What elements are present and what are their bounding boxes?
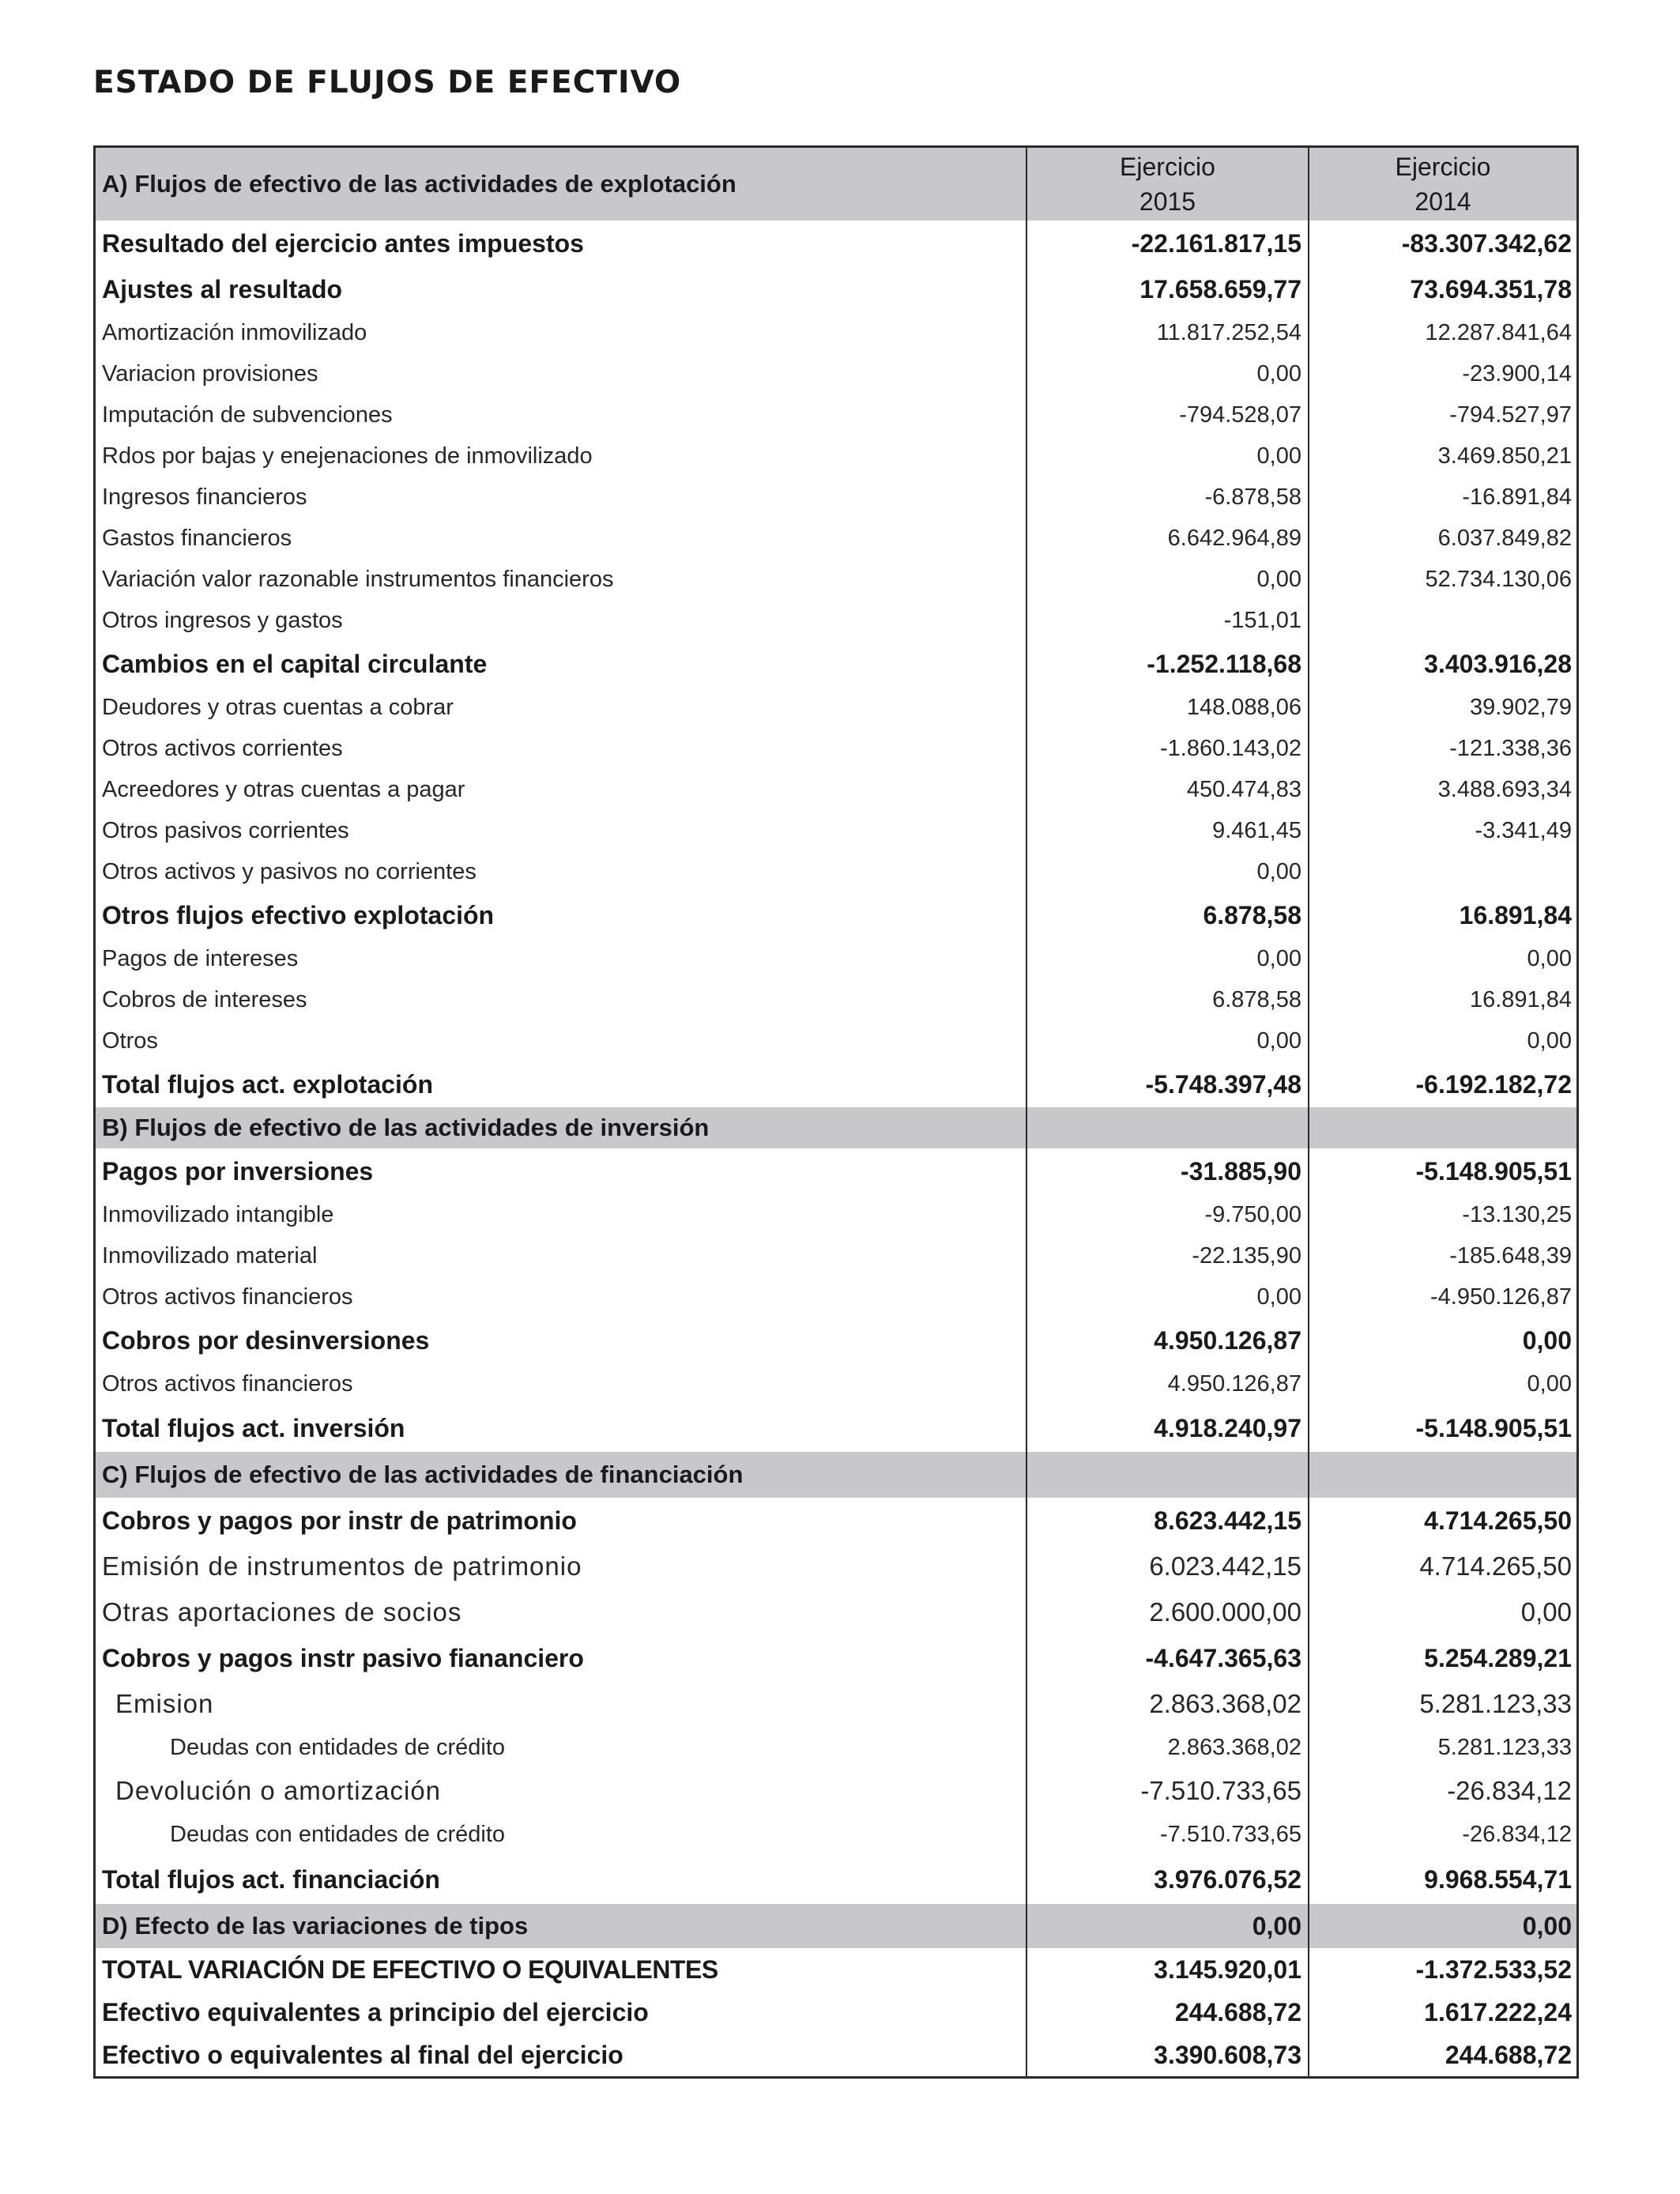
table-row: [96, 938, 1576, 979]
table-row: [96, 1814, 1576, 1855]
table-row: [96, 1727, 1576, 1768]
row-value-2015: -7.510.733,65: [1026, 1814, 1308, 1855]
section-label: B) Flujos de efectivo de las actividades de inversión: [102, 1114, 710, 1141]
table-row: [96, 394, 1576, 435]
table-row: [96, 518, 1576, 559]
row-label: Cambios en el capital circulante: [102, 649, 488, 678]
header-col-2015-line1: Ejercicio: [1120, 153, 1215, 181]
row-value-2014: [1308, 1452, 1576, 1498]
row-label: Emisión de instrumentos de patrimonio: [102, 1551, 582, 1581]
row-value-2015: 0,00: [1026, 938, 1308, 979]
row-value-2015: -9.750,00: [1026, 1194, 1308, 1235]
row-value-2014: 73.694.351,78: [1308, 266, 1576, 312]
section-header-row: [96, 1452, 1576, 1498]
row-label: Rdos por bajas y enejenaciones de inmovilizado: [102, 443, 593, 469]
table-header-row: [96, 148, 1576, 221]
table-row: [96, 810, 1576, 851]
row-label: Otros ingresos y gastos: [102, 607, 343, 633]
row-value-2015: -4.647.365,63: [1026, 1635, 1308, 1681]
row-label: Pagos por inversiones: [102, 1156, 374, 1186]
row-value-2014: 6.037.849,82: [1308, 518, 1576, 559]
row-value-2014: 0,00: [1308, 1904, 1576, 1948]
row-value-2015: -1.252.118,68: [1026, 641, 1308, 687]
table-row: [96, 769, 1576, 810]
header-col-2015: [1026, 148, 1308, 221]
row-label: Acreedores y otras cuentas a pagar: [102, 776, 465, 802]
row-value-2015: 0,00: [1026, 851, 1308, 892]
row-value-2015: 8.623.442,15: [1026, 1498, 1308, 1544]
section-header-row: [96, 1107, 1576, 1148]
row-value-2014: [1308, 851, 1576, 892]
row-value-2015: 4.950.126,87: [1026, 1318, 1308, 1363]
row-label: Otros activos corrientes: [102, 735, 343, 761]
row-label: TOTAL VARIACIÓN DE EFECTIVO O EQUIVALENTES: [102, 1955, 718, 1984]
row-value-2014: 0,00: [1308, 1020, 1576, 1061]
row-value-2015: -794.528,07: [1026, 394, 1308, 435]
table-row: [96, 1235, 1576, 1276]
row-value-2014: 39.902,79: [1308, 687, 1576, 728]
section-label: D) Efecto de las variaciones de tipos: [102, 1912, 529, 1940]
table-row: [96, 353, 1576, 394]
row-label: Otros flujos efectivo explotación: [102, 900, 495, 929]
row-label: Amortización inmovilizado: [102, 319, 367, 345]
row-label: Imputación de subvenciones: [102, 401, 393, 428]
row-value-2014: 0,00: [1308, 1589, 1576, 1635]
table-row: [96, 1681, 1576, 1727]
row-value-2015: 450.474,83: [1026, 769, 1308, 810]
row-label: Otros activos y pasivos no corrientes: [102, 858, 477, 884]
row-value-2014: -5.148.905,51: [1308, 1404, 1576, 1452]
row-value-2014: 12.287.841,64: [1308, 312, 1576, 353]
row-value-2015: -31.885,90: [1026, 1148, 1308, 1194]
table-row: [96, 641, 1576, 687]
row-value-2015: -5.748.397,48: [1026, 1061, 1308, 1107]
row-label: Total flujos act. inversión: [102, 1413, 405, 1442]
section-header-row: [96, 1904, 1576, 1948]
row-value-2014: 16.891,84: [1308, 892, 1576, 938]
table-row: [96, 1363, 1576, 1404]
row-value-2014: -26.834,12: [1308, 1814, 1576, 1855]
row-value-2014: -13.130,25: [1308, 1194, 1576, 1235]
row-value-2014: 3.469.850,21: [1308, 435, 1576, 477]
row-value-2015: -1.860.143,02: [1026, 728, 1308, 769]
row-label: Cobros de intereses: [102, 986, 307, 1012]
row-value-2014: [1308, 1107, 1576, 1148]
row-label: Ingresos financieros: [102, 484, 307, 510]
row-label: Otros activos financieros: [102, 1284, 353, 1310]
row-value-2014: -794.527,97: [1308, 394, 1576, 435]
row-value-2014: -4.950.126,87: [1308, 1276, 1576, 1318]
row-value-2014: 0,00: [1308, 1318, 1576, 1363]
row-label: Cobros por desinversiones: [102, 1325, 430, 1355]
row-label: Otros activos financieros: [102, 1370, 353, 1397]
row-value-2014: 52.734.130,06: [1308, 559, 1576, 600]
row-label: Ajustes al resultado: [102, 274, 343, 303]
row-value-2015: 0,00: [1026, 1904, 1308, 1948]
row-value-2015: 6.023.442,15: [1026, 1544, 1308, 1589]
row-label: Efectivo o equivalentes al final del ejercicio: [102, 2040, 623, 2069]
row-label: Cobros y pagos instr pasivo fiananciero: [102, 1643, 584, 1672]
row-label: Variacion provisiones: [102, 360, 318, 386]
row-value-2014: 3.488.693,34: [1308, 769, 1576, 810]
row-label: Deudores y otras cuentas a cobrar: [102, 694, 454, 720]
row-value-2014: 0,00: [1308, 1363, 1576, 1404]
table-row: [96, 1020, 1576, 1061]
row-value-2015: 11.817.252,54: [1026, 312, 1308, 353]
row-value-2015: 6.878,58: [1026, 892, 1308, 938]
table-row: [96, 2034, 1576, 2076]
row-value-2015: 6.642.964,89: [1026, 518, 1308, 559]
header-col-2014: [1308, 148, 1576, 221]
row-label: Otros pasivos corrientes: [102, 817, 349, 843]
section-label: C) Flujos de efectivo de las actividades de financiación: [102, 1461, 744, 1488]
row-value-2014: -26.834,12: [1308, 1768, 1576, 1814]
row-value-2014: -23.900,14: [1308, 353, 1576, 394]
row-value-2015: -6.878,58: [1026, 477, 1308, 518]
row-value-2015: 6.878,58: [1026, 979, 1308, 1020]
table-row: [96, 312, 1576, 353]
row-value-2015: 0,00: [1026, 559, 1308, 600]
row-value-2014: -3.341,49: [1308, 810, 1576, 851]
row-label: Inmovilizado material: [102, 1242, 318, 1269]
table-row: [96, 600, 1576, 641]
row-value-2015: 0,00: [1026, 1020, 1308, 1061]
table-row: [96, 687, 1576, 728]
row-value-2014: 0,00: [1308, 938, 1576, 979]
header-label: A) Flujos de efectivo de las actividades de explotación: [102, 170, 736, 198]
cash-flow-table: [93, 145, 1579, 2079]
table-row: [96, 1768, 1576, 1814]
row-value-2015: 3.390.608,73: [1026, 2034, 1308, 2076]
table-row: [96, 851, 1576, 892]
row-value-2015: 2.863.368,02: [1026, 1681, 1308, 1727]
row-value-2015: 244.688,72: [1026, 1991, 1308, 2034]
header-col-2014-line1: Ejercicio: [1395, 153, 1491, 181]
row-label: Pagos de intereses: [102, 945, 299, 971]
table-row: [96, 1194, 1576, 1235]
row-value-2015: 4.950.126,87: [1026, 1363, 1308, 1404]
table-row: [96, 1404, 1576, 1452]
row-value-2014: 244.688,72: [1308, 2034, 1576, 2076]
row-value-2014: [1308, 600, 1576, 641]
table-row: [96, 435, 1576, 477]
table-row: [96, 221, 1576, 266]
table-row: [96, 266, 1576, 312]
table-row: [96, 559, 1576, 600]
row-value-2015: 0,00: [1026, 435, 1308, 477]
row-value-2015: -151,01: [1026, 600, 1308, 641]
row-label: Otros: [102, 1027, 158, 1054]
row-label: Emision: [115, 1689, 214, 1718]
row-label: Cobros y pagos por instr de patrimonio: [102, 1506, 577, 1535]
row-value-2014: -185.648,39: [1308, 1235, 1576, 1276]
row-value-2014: 9.968.554,71: [1308, 1855, 1576, 1904]
page-title: ESTADO DE FLUJOS DE EFECTIVO: [93, 65, 682, 100]
row-value-2015: 0,00: [1026, 1276, 1308, 1318]
row-label: Devolución o amortización: [115, 1776, 442, 1805]
row-value-2015: 3.976.076,52: [1026, 1855, 1308, 1904]
header-col-2014-line2: 2014: [1414, 187, 1471, 216]
table-row: [96, 1544, 1576, 1589]
row-label: Gastos financieros: [102, 525, 292, 551]
row-value-2015: 3.145.920,01: [1026, 1948, 1308, 1991]
row-value-2015: 0,00: [1026, 353, 1308, 394]
row-label: Deudas con entidades de crédito: [170, 1734, 506, 1760]
row-value-2015: [1026, 1452, 1308, 1498]
row-label: Variación valor razonable instrumentos financieros: [102, 566, 614, 592]
table-row: [96, 1148, 1576, 1194]
row-label: Total flujos act. financiación: [102, 1864, 440, 1894]
table-row: [96, 728, 1576, 769]
row-value-2015: 2.863.368,02: [1026, 1727, 1308, 1768]
row-value-2014: 5.254.289,21: [1308, 1635, 1576, 1681]
row-value-2015: 4.918.240,97: [1026, 1404, 1308, 1452]
table-row: [96, 1318, 1576, 1363]
row-value-2014: -121.338,36: [1308, 728, 1576, 769]
row-label: Deudas con entidades de crédito: [170, 1821, 506, 1847]
table-row: [96, 1948, 1576, 1991]
row-value-2015: -7.510.733,65: [1026, 1768, 1308, 1814]
row-value-2014: 1.617.222,24: [1308, 1991, 1576, 2034]
row-value-2015: 9.461,45: [1026, 810, 1308, 851]
table-row: [96, 477, 1576, 518]
row-value-2014: 4.714.265,50: [1308, 1544, 1576, 1589]
row-label: Total flujos act. explotación: [102, 1069, 434, 1099]
table-row: [96, 1498, 1576, 1544]
table-row: [96, 1635, 1576, 1681]
table-row: [96, 892, 1576, 938]
row-label: Inmovilizado intangible: [102, 1201, 334, 1227]
row-value-2014: -83.307.342,62: [1308, 221, 1576, 266]
table-row: [96, 1276, 1576, 1318]
header-col-2015-line2: 2015: [1139, 187, 1196, 216]
row-value-2015: [1026, 1107, 1308, 1148]
row-value-2014: -6.192.182,72: [1308, 1061, 1576, 1107]
row-value-2014: -5.148.905,51: [1308, 1148, 1576, 1194]
row-label: Resultado del ejercicio antes impuestos: [102, 228, 584, 258]
row-value-2015: -22.161.817,15: [1026, 221, 1308, 266]
row-label: Efectivo equivalentes a principio del ejercicio: [102, 1997, 649, 2026]
row-value-2015: 2.600.000,00: [1026, 1589, 1308, 1635]
row-value-2014: -16.891,84: [1308, 477, 1576, 518]
table-row: [96, 1991, 1576, 2034]
row-value-2014: 4.714.265,50: [1308, 1498, 1576, 1544]
row-value-2014: 3.403.916,28: [1308, 641, 1576, 687]
table-row: [96, 1589, 1576, 1635]
row-label: Otras aportaciones de socios: [102, 1597, 462, 1627]
table-row: [96, 979, 1576, 1020]
row-value-2015: -22.135,90: [1026, 1235, 1308, 1276]
row-value-2015: 148.088,06: [1026, 687, 1308, 728]
table-row: [96, 1855, 1576, 1904]
row-value-2014: 5.281.123,33: [1308, 1681, 1576, 1727]
row-value-2015: 17.658.659,77: [1026, 266, 1308, 312]
row-value-2014: 5.281.123,33: [1308, 1727, 1576, 1768]
row-value-2014: -1.372.533,52: [1308, 1948, 1576, 1991]
row-value-2014: 16.891,84: [1308, 979, 1576, 1020]
table-row: [96, 1061, 1576, 1107]
